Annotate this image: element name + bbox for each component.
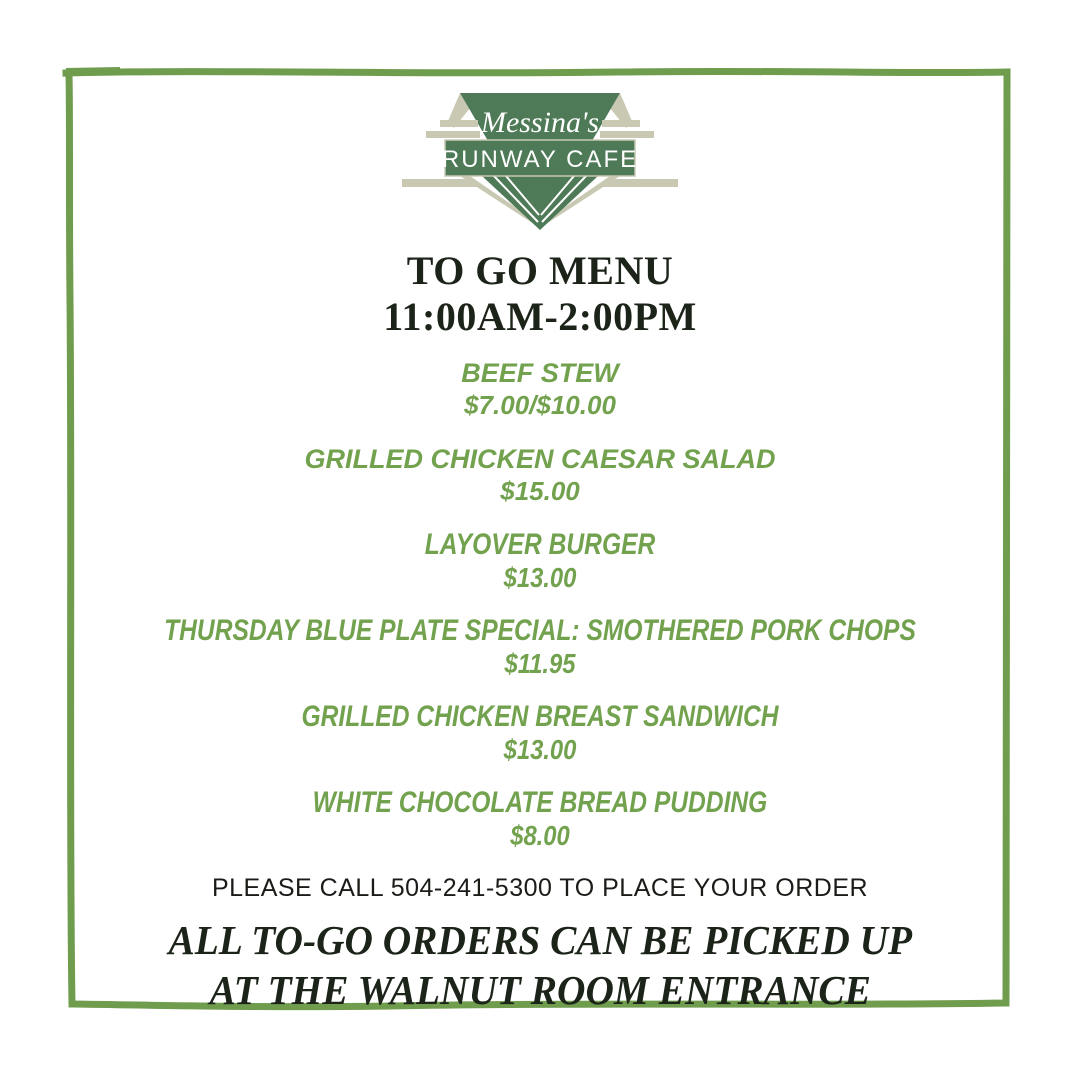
menu-item-name: GRILLED CHICKEN BREAST SANDWICH	[301, 700, 779, 733]
menu-title-line1: TO GO MENU	[406, 248, 674, 293]
menu-item-name: GRILLED CHICKEN CAESAR SALAD	[304, 444, 776, 474]
logo-wing-stripe	[600, 131, 654, 138]
menu-item	[0, 700, 1080, 765]
menu-item-name: LAYOVER BURGER	[424, 528, 656, 561]
menu-item	[0, 528, 1080, 593]
pickup-notice-line1: ALL TO-GO ORDERS CAN BE PICKED UP	[168, 917, 912, 963]
logo-band-text: RUNWAY CAFE	[441, 146, 639, 173]
menu-item-name: THURSDAY BLUE PLATE SPECIAL: SMOTHERED PORK CHOPS	[164, 614, 916, 647]
menu-item-list	[0, 356, 1080, 872]
menu-item	[0, 614, 1080, 679]
pickup-notice	[168, 915, 912, 1015]
menu-item-price: $13.00	[503, 734, 577, 765]
logo-wing-stripe	[602, 120, 640, 127]
menu-item-name: BEEF STEW	[461, 358, 619, 388]
menu-item-price: $8.00	[510, 820, 570, 851]
menu-item-price: $7.00/$10.00	[464, 390, 616, 420]
menu-item	[0, 356, 1080, 421]
pickup-notice-line2: AT THE WALNUT ROOM ENTRANCE	[209, 967, 871, 1014]
logo-wing-stripe	[440, 120, 478, 127]
menu-title-line2: 11:00AM-2:00PM	[383, 294, 697, 339]
logo-script-text: Messina's	[480, 106, 600, 139]
menu-item	[0, 442, 1080, 507]
menu-item-price: $15.00	[500, 476, 580, 506]
menu-title	[383, 248, 697, 340]
logo-wing-stripe	[426, 131, 480, 138]
menu-item-name: WHITE CHOCOLATE BREAD PUDDING	[312, 786, 768, 819]
runway-cafe-logo	[390, 88, 690, 238]
phone-order-line: PLEASE CALL 504-241-5300 TO PLACE YOUR ORDER	[211, 874, 869, 902]
logo-fan-green	[482, 176, 598, 230]
menu-item-price: $13.00	[503, 562, 577, 593]
menu-item	[0, 786, 1080, 851]
menu-item-price: $11.95	[504, 648, 576, 679]
